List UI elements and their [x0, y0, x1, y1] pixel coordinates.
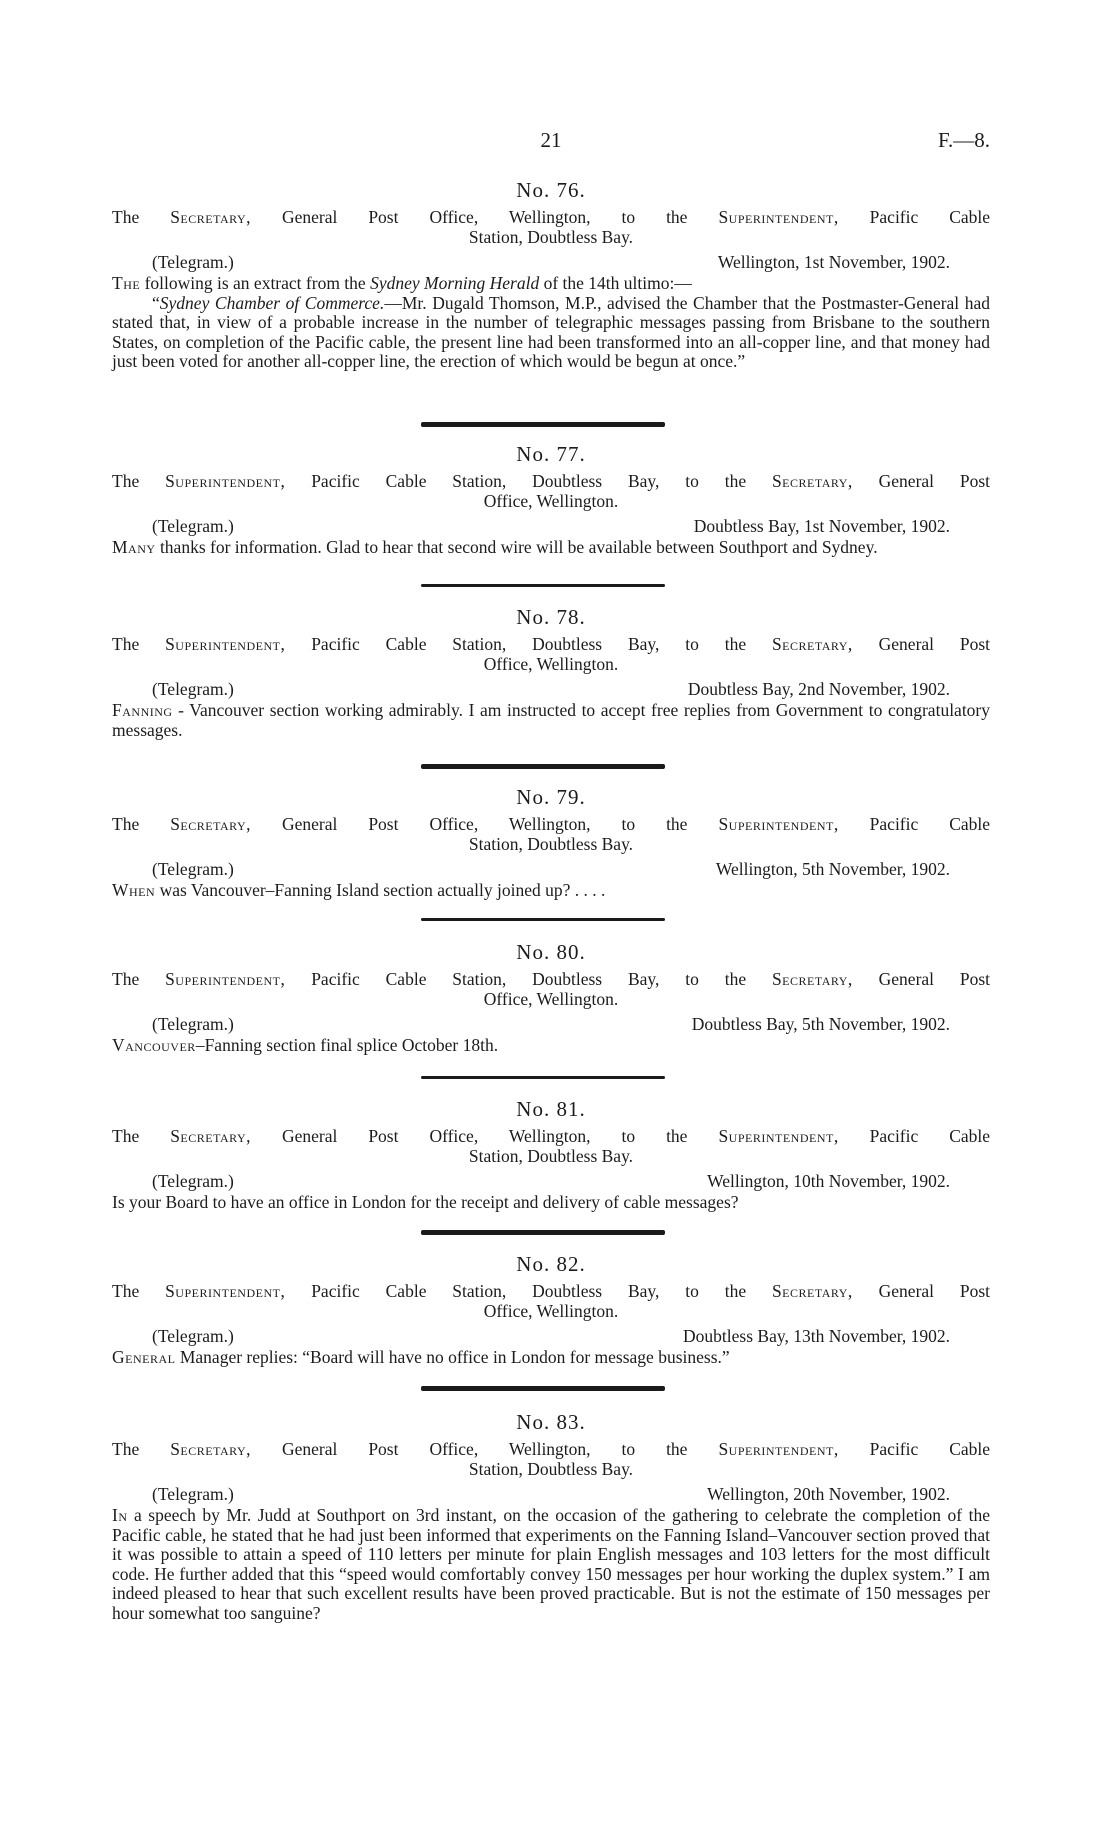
entry-body: Is your Board to have an office in London for the receipt and delivery of cable messages?	[112, 1192, 739, 1212]
entry-body: The following is an extract from the Sydney Morning Herald of the 14th ultimo:— “Sydney Chamber of Commerce.—Mr. Dugald Thomson, M.P., advised the Chamber that the Postmaster-General had stated that, in view of a probable increase in the number of telegraphic messages passing from Brisbane to the southern States, on completion of the Pacific cable, the present line had been transformed into an all-copper line, and that money had just been voted for another all-copper line, the erection of which would be begun at once.”	[112, 273, 990, 371]
section-divider	[421, 1230, 665, 1235]
place-date: Doubtless Bay, 1st November, 1902.	[693, 516, 950, 536]
place-date: Doubtless Bay, 13th November, 1902.	[683, 1326, 950, 1346]
entry-meta	[112, 1326, 990, 1348]
entry-body: When was Vancouver–Fanning Island section actually joined up? . . . .	[112, 880, 606, 900]
entry-address: The Secretary, General Post Office, Wellington, to the Superintendent, Pacific Cable	[112, 814, 991, 834]
entry-82	[112, 1252, 990, 1368]
place-date: Wellington, 1st November, 1902.	[717, 252, 950, 272]
entry-meta	[112, 516, 990, 538]
entry-body: Fanning - Vancouver section working admirably. I am instructed to accept free replies from Government to congratulatory messages.	[112, 700, 991, 740]
entry-number: No. 83.	[516, 1410, 586, 1434]
entry-80	[112, 940, 990, 1056]
entry-address: The Superintendent, Pacific Cable Station, Doubtless Bay, to the Secretary, General Post	[112, 1281, 991, 1301]
entry-address: The Superintendent, Pacific Cable Station, Doubtless Bay, to the Secretary, General Post	[112, 969, 991, 989]
telegram-label: (Telegram.)	[152, 859, 234, 879]
entry-body: Vancouver–Fanning section final splice October 18th.	[112, 1035, 499, 1055]
entry-number: No. 81.	[516, 1097, 586, 1121]
place-date: Doubtless Bay, 5th November, 1902.	[691, 1014, 950, 1034]
telegram-label: (Telegram.)	[152, 1484, 234, 1504]
entry-address-line2: Station, Doubtless Bay.	[468, 227, 634, 247]
entry-address-line2: Office, Wellington.	[483, 654, 619, 674]
telegram-label: (Telegram.)	[152, 1014, 234, 1034]
entry-number: No. 82.	[516, 1252, 586, 1276]
entry-meta	[112, 1171, 990, 1193]
entry-number: No. 78.	[516, 605, 586, 629]
entry-address-line2: Office, Wellington.	[483, 491, 619, 511]
entry-81	[112, 1097, 990, 1213]
entry-address-line2: Office, Wellington.	[483, 1301, 619, 1321]
section-divider	[421, 422, 665, 427]
entry-number: No. 79.	[516, 785, 586, 809]
place-date: Doubtless Bay, 2nd November, 1902.	[687, 679, 950, 699]
page-header	[112, 128, 990, 158]
entry-78	[112, 605, 990, 740]
entry-79	[112, 785, 990, 901]
entry-83	[112, 1410, 990, 1623]
section-divider	[421, 584, 665, 587]
entry-address-line2: Office, Wellington.	[483, 989, 619, 1009]
place-date: Wellington, 20th November, 1902.	[707, 1484, 950, 1504]
entry-body: General Manager replies: “Board will have no office in London for message business.”	[112, 1347, 730, 1367]
entry-body: Many thanks for information. Glad to hear that second wire will be available between Southport and Sydney.	[112, 537, 878, 557]
entry-address-line2: Station, Doubtless Bay.	[468, 834, 634, 854]
entry-meta	[112, 1014, 990, 1036]
entry-address: The Secretary, General Post Office, Wellington, to the Superintendent, Pacific Cable	[112, 207, 991, 227]
telegram-label: (Telegram.)	[152, 1171, 234, 1191]
place-date: Wellington, 10th November, 1902.	[707, 1171, 950, 1191]
entry-76	[112, 178, 990, 372]
entry-77	[112, 442, 990, 558]
section-divider	[421, 764, 665, 769]
entry-body: In a speech by Mr. Judd at Southport on 3rd instant, on the occasion of the gathering to celebrate the completion of the Pacific cable, he stated that he had just been informed that experiments on the Fanning Island–Vancouver section proved that it was possible to attain a speed of 110 letters per minute for plain English messages and 103 letters for the most difficult code. He further added that this “speed would comfortably convey 150 messages per hour working the duplex system.” I am indeed pleased to hear that such excellent results have been proved practicable. But is not the estimate of 150 messages per hour somewhat too sanguine?	[112, 1505, 990, 1623]
telegram-label: (Telegram.)	[152, 679, 234, 699]
telegram-label: (Telegram.)	[152, 1326, 234, 1346]
entry-meta	[112, 252, 990, 274]
entry-number: No. 76.	[516, 178, 586, 202]
entry-address: The Superintendent, Pacific Cable Station, Doubtless Bay, to the Secretary, General Post	[112, 471, 991, 491]
entry-address: The Secretary, General Post Office, Wellington, to the Superintendent, Pacific Cable	[112, 1126, 991, 1146]
entry-address-line2: Station, Doubtless Bay.	[468, 1146, 634, 1166]
entry-meta	[112, 679, 990, 701]
telegram-label: (Telegram.)	[152, 252, 234, 272]
section-divider	[421, 918, 665, 921]
entry-address-line2: Station, Doubtless Bay.	[468, 1459, 634, 1479]
entry-meta	[112, 859, 990, 881]
section-divider	[421, 1386, 665, 1391]
document-reference: F.—8.	[938, 128, 990, 152]
entry-address: The Secretary, General Post Office, Wellington, to the Superintendent, Pacific Cable	[112, 1439, 991, 1459]
telegram-label: (Telegram.)	[152, 516, 234, 536]
entry-number: No. 77.	[516, 442, 586, 466]
place-date: Wellington, 5th November, 1902.	[715, 859, 950, 879]
section-divider	[421, 1076, 665, 1079]
entry-meta	[112, 1484, 990, 1506]
page-number: 21	[540, 128, 562, 152]
entry-address: The Superintendent, Pacific Cable Station, Doubtless Bay, to the Secretary, General Post	[112, 634, 991, 654]
entry-number: No. 80.	[516, 940, 586, 964]
